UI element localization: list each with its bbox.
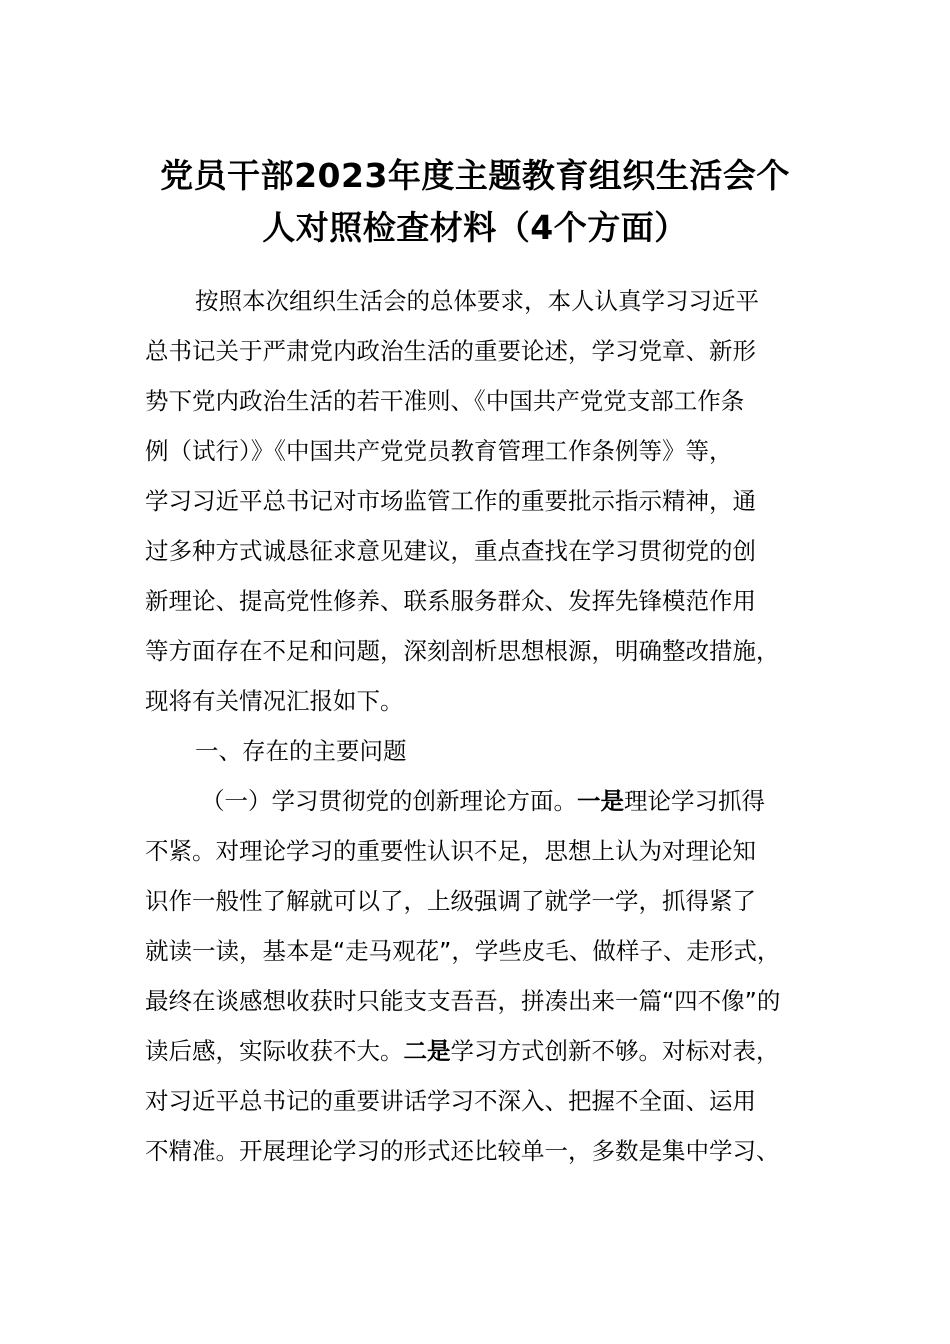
intro-line: 等方面存在不足和问题，深刻剖析思想根源，明确整改措施，: [145, 637, 780, 665]
intro-line: 学习习近平总书记对市场监管工作的重要批示指示精神，通: [145, 487, 756, 515]
subsection-title: （一）学习贯彻党的创新理论方面。: [201, 787, 577, 815]
subsection-line: 识作一般性了解就可以了，上级强调了就学一学，抓得紧了: [145, 887, 756, 915]
title-line-2: 人对照检查材料（4个方面）: [262, 208, 688, 247]
subsection-text: 理论学习抓得: [624, 787, 765, 815]
subsection-line: 最终在谈感想收获时只能支支吾吾，拼凑出来一篇“四不像”的: [145, 987, 781, 1015]
subsection-line: 不紧。对理论学习的重要性认识不足，思想上认为对理论知: [145, 837, 756, 865]
subsection-line: 不精准。开展理论学习的形式还比较单一，多数是集中学习、: [145, 1137, 780, 1165]
intro-line: 按照本次组织生活会的总体要求，本人认真学习习近平: [195, 287, 759, 315]
intro-paragraph: [145, 276, 810, 726]
subsection-line: [145, 1026, 810, 1076]
section-heading: 一、存在的主要问题: [195, 737, 407, 765]
subsection-paragraph: [145, 776, 810, 1176]
subsection-text: 读后感，实际收获不大。: [145, 1037, 404, 1065]
intro-line: 势下党内政治生活的若干准则、《中国共产党党支部工作条: [145, 387, 745, 415]
subsection-line: 对习近平总书记的重要讲话学习不深入、把握不全面、运用: [145, 1087, 756, 1115]
intro-line: 例（试行）》《中国共产党党员教育管理工作条例等》等，: [145, 437, 733, 465]
document-body: [145, 276, 810, 1176]
intro-line: 现将有关情况汇报如下。: [145, 687, 404, 715]
intro-line: 新理论、提高党性修养、联系服务群众、发挥先锋模范作用: [145, 587, 756, 615]
subsection-line: [145, 776, 810, 826]
point-marker: 二是: [403, 1037, 451, 1065]
document-title: [120, 150, 830, 254]
intro-line: 总书记关于严肃党内政治生活的重要论述，学习党章、新形: [145, 337, 756, 365]
subsection-line: 就读一读，基本是“走马观花”，学些皮毛、做样子、走形式，: [145, 937, 781, 965]
title-line-1: 党员干部2023年度主题教育组织生活会个: [160, 156, 790, 195]
point-marker: 一是: [577, 787, 624, 815]
intro-line: 过多种方式诚恳征求意见建议，重点查找在学习贯彻党的创: [145, 537, 756, 565]
subsection-text: 学习方式创新不够。对标对表，: [450, 1037, 780, 1065]
